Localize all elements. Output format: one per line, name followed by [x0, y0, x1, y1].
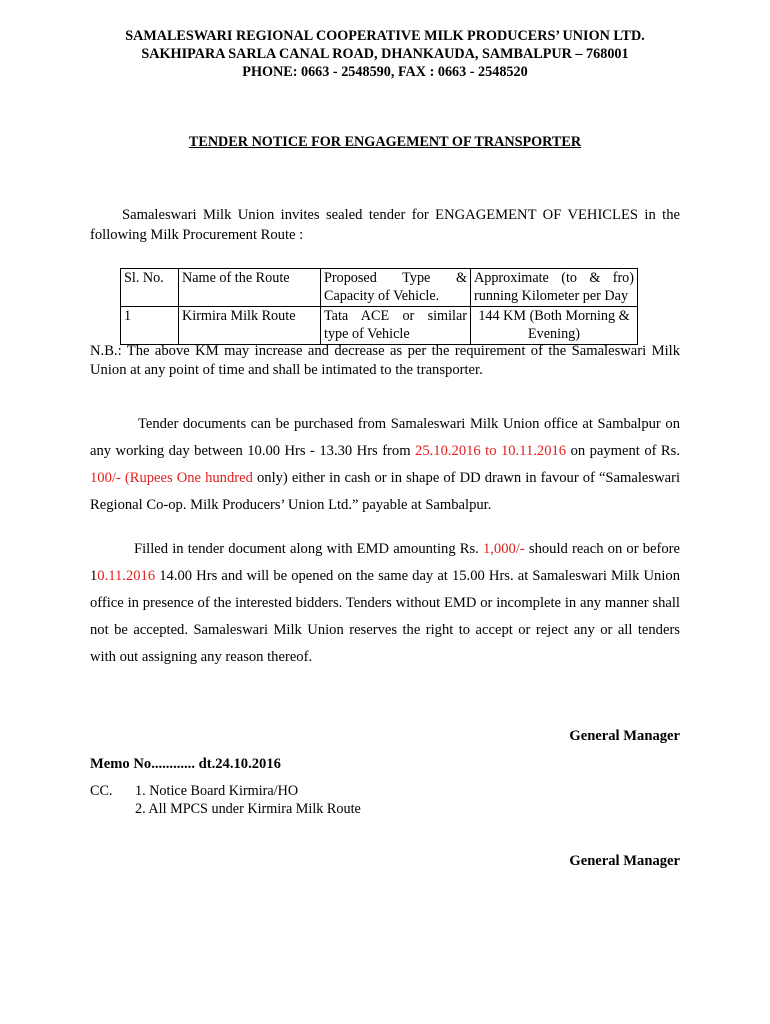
- letterhead: [0, 27, 770, 81]
- table-row: [121, 307, 638, 345]
- route-table: [120, 268, 638, 345]
- sale-date-range: 25.10.2016 to 10.11.2016: [415, 443, 567, 459]
- emd-amount: 1,000/-: [482, 541, 525, 557]
- notice-title: TENDER NOTICE FOR ENGAGEMENT OF TRANSPORTER: [188, 134, 582, 150]
- tender-documents-paragraph: Tender documents can be purchased from Samaleswari Milk Union office at Sambalpur on any working day between 10.00 Hrs - 13.30 Hrs from 25.10.2016 to 10.11.2016 on payment of Rs. 100/- (Rupees One hundred only) either in cash or in shape of DD drawn in favour of “Samaleswari Regional Co-op. Milk Producers’ Union Ltd.” payable at Sambalpur.: [90, 416, 680, 513]
- cc-item: 1. Notice Board Kirmira/HO: [135, 783, 299, 799]
- cell-sl-no: 1: [121, 307, 179, 345]
- memo-number: Memo No............ dt.24.10.2016: [90, 756, 281, 772]
- org-phone-fax: PHONE: 0663 - 2548590, FAX : 0663 - 2548520: [242, 64, 528, 80]
- emd-paragraph: Filled in tender document along with EMD amounting Rs. 1,000/- should reach on or before 10.11.2016 14.00 Hrs and will be opened on the same day at 15.00 Hrs. at Samaleswari Milk Union office in presence of the interested bidders. Tenders without EMD or incomplete in any manner shall not be accepted. Samaleswari Milk Union reserves the right to accept or reject any or all tenders with out assigning any reason thereof.: [90, 541, 680, 665]
- signature-general-manager: General Manager: [569, 728, 680, 744]
- cc-label: CC.: [90, 783, 113, 799]
- cc-item: 2. All MPCS under Kirmira Milk Route: [135, 801, 361, 817]
- signature-general-manager-footer: General Manager: [569, 853, 680, 869]
- document-fee: 100/- (Rupees One hundred: [90, 470, 253, 486]
- intro-paragraph: Samaleswari Milk Union invites sealed tender for ENGAGEMENT OF VEHICLES in the following Milk Procurement Route :: [90, 207, 680, 243]
- cell-vehicle-type: Tata ACE or similar type of Vehicle: [321, 307, 471, 345]
- cell-route-name: Kirmira Milk Route: [179, 307, 321, 345]
- org-name: SAMALESWARI REGIONAL COOPERATIVE MILK PRODUCERS’ UNION LTD.: [125, 28, 645, 44]
- header-km-per-day: Approximate (to & fro) running Kilometer per Day: [471, 269, 638, 307]
- submission-due-date: 0.11.2016: [97, 568, 156, 584]
- header-vehicle-type: Proposed Type & Capacity of Vehicle.: [321, 269, 471, 307]
- nb-note: N.B.: The above KM may increase and decrease as per the requirement of the Samaleswari Milk Union at any point of time and shall be intimated to the transporter.: [90, 343, 680, 378]
- header-sl-no: Sl. No.: [121, 269, 179, 307]
- cell-km-per-day: 144 KM (Both Morning & Evening): [471, 307, 638, 345]
- header-route-name: Name of the Route: [179, 269, 321, 307]
- org-address: SAKHIPARA SARLA CANAL ROAD, DHANKAUDA, SAMBALPUR – 768001: [141, 46, 629, 62]
- table-header-row: [121, 269, 638, 307]
